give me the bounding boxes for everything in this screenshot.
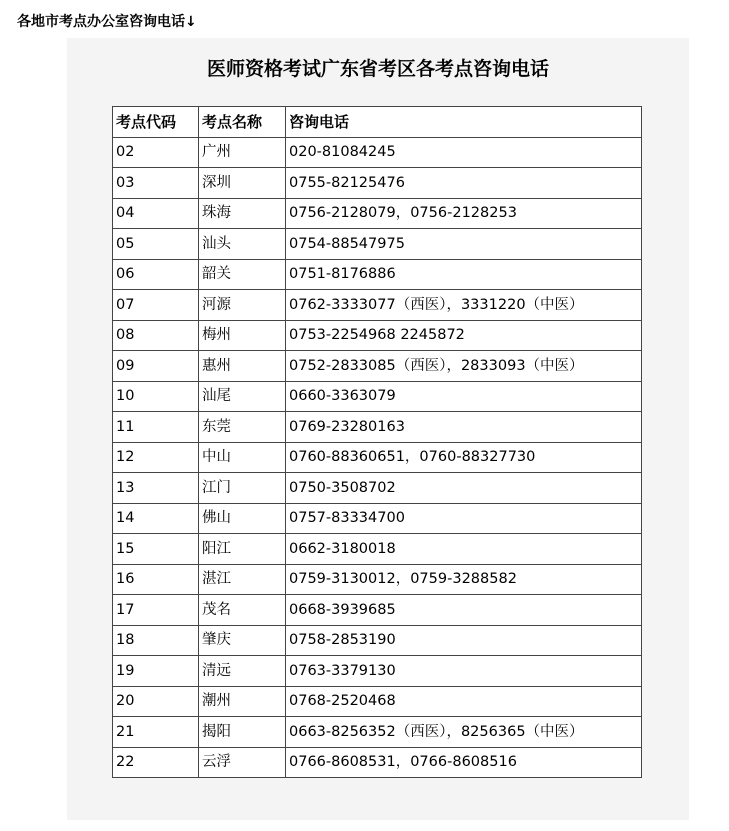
site-name-cell: 惠州: [199, 351, 286, 382]
site-name-cell: 清远: [199, 656, 286, 687]
phone-cell: 0753-2254968 2245872: [286, 320, 642, 351]
table-header-row: [113, 107, 642, 138]
table-row: [113, 503, 642, 534]
table-row: [113, 717, 642, 748]
table-row: [113, 229, 642, 260]
site-name-cell: 汕头: [199, 229, 286, 260]
site-code-cell: 08: [113, 320, 199, 351]
table-row: [113, 259, 642, 290]
phone-cell: 0769-23280163: [286, 412, 642, 443]
phone-cell: 0762-3333077（西医），3331220（中医）: [286, 290, 642, 321]
site-name-cell: 梅州: [199, 320, 286, 351]
column-header-code: 考点代码: [113, 107, 199, 138]
table-row: [113, 412, 642, 443]
site-name-cell: 云浮: [199, 747, 286, 778]
site-name-cell: 中山: [199, 442, 286, 473]
column-header-name: 考点名称: [199, 107, 286, 138]
phone-cell: 0768-2520468: [286, 686, 642, 717]
site-code-cell: 05: [113, 229, 199, 260]
site-name-cell: 广州: [199, 137, 286, 168]
phone-cell: 0668-3939685: [286, 595, 642, 626]
table-body: [113, 137, 642, 778]
site-code-cell: 06: [113, 259, 199, 290]
site-code-cell: 18: [113, 625, 199, 656]
site-name-cell: 肇庆: [199, 625, 286, 656]
phone-cell: 020-81084245: [286, 137, 642, 168]
site-name-cell: 东莞: [199, 412, 286, 443]
site-code-cell: 16: [113, 564, 199, 595]
site-code-cell: 11: [113, 412, 199, 443]
table-row: [113, 351, 642, 382]
site-code-cell: 14: [113, 503, 199, 534]
site-name-cell: 深圳: [199, 168, 286, 199]
site-name-cell: 江门: [199, 473, 286, 504]
site-name-cell: 河源: [199, 290, 286, 321]
table-row: [113, 290, 642, 321]
site-code-cell: 09: [113, 351, 199, 382]
site-code-cell: 19: [113, 656, 199, 687]
table-row: [113, 442, 642, 473]
phone-cell: 0760-88360651，0760-88327730: [286, 442, 642, 473]
phone-cell: 0750-3508702: [286, 473, 642, 504]
phone-cell: 0759-3130012，0759-3288582: [286, 564, 642, 595]
phone-cell: 0662-3180018: [286, 534, 642, 565]
site-name-cell: 佛山: [199, 503, 286, 534]
site-name-cell: 珠海: [199, 198, 286, 229]
site-name-cell: 湛江: [199, 564, 286, 595]
table-title: 医师资格考试广东省考区各考点咨询电话: [206, 58, 549, 80]
table-row: [113, 198, 642, 229]
phone-cell: 0763-3379130: [286, 656, 642, 687]
site-code-cell: 22: [113, 747, 199, 778]
site-name-cell: 潮州: [199, 686, 286, 717]
site-code-cell: 12: [113, 442, 199, 473]
phone-cell: 0758-2853190: [286, 625, 642, 656]
site-name-cell: 揭阳: [199, 717, 286, 748]
site-code-cell: 03: [113, 168, 199, 199]
phone-cell: 0757-83334700: [286, 503, 642, 534]
site-code-cell: 07: [113, 290, 199, 321]
site-code-cell: 10: [113, 381, 199, 412]
site-code-cell: 21: [113, 717, 199, 748]
site-name-cell: 阳江: [199, 534, 286, 565]
table-row: [113, 686, 642, 717]
phone-cell: 0752-2833085（西医），2833093（中医）: [286, 351, 642, 382]
table-row: [113, 625, 642, 656]
phone-cell: 0751-8176886: [286, 259, 642, 290]
phone-cell: 0663-8256352（西医），8256365（中医）: [286, 717, 642, 748]
phone-cell: 0766-8608531，0766-8608516: [286, 747, 642, 778]
phone-cell: 0754-88547975: [286, 229, 642, 260]
site-code-cell: 17: [113, 595, 199, 626]
site-code-cell: 04: [113, 198, 199, 229]
phone-cell: 0756-2128079，0756-2128253: [286, 198, 642, 229]
table-row: [113, 320, 642, 351]
table-row: [113, 168, 642, 199]
table-row: [113, 534, 642, 565]
phone-table: [112, 106, 642, 778]
column-header-phone: 咨询电话: [286, 107, 642, 138]
page-heading: 各地市考点办公室咨询电话↓: [17, 14, 197, 30]
table-row: [113, 656, 642, 687]
table-row: [113, 595, 642, 626]
table-row: [113, 564, 642, 595]
site-name-cell: 韶关: [199, 259, 286, 290]
table-row: [113, 747, 642, 778]
phone-cell: 0755-82125476: [286, 168, 642, 199]
site-name-cell: 汕尾: [199, 381, 286, 412]
site-code-cell: 02: [113, 137, 199, 168]
site-name-cell: 茂名: [199, 595, 286, 626]
table-row: [113, 381, 642, 412]
phone-cell: 0660-3363079: [286, 381, 642, 412]
site-code-cell: 15: [113, 534, 199, 565]
site-code-cell: 13: [113, 473, 199, 504]
table-row: [113, 473, 642, 504]
content-panel: [67, 38, 689, 820]
table-row: [113, 137, 642, 168]
site-code-cell: 20: [113, 686, 199, 717]
